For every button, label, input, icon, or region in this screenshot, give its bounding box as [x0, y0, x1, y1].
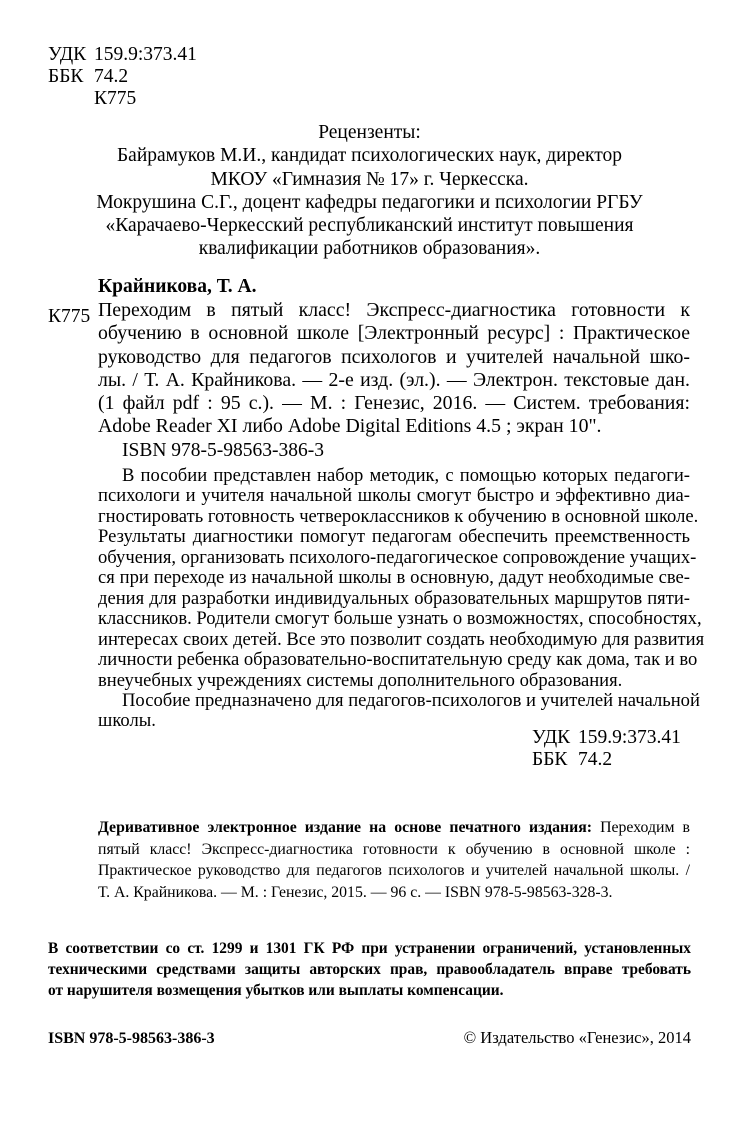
derivative-lead: Деривативное электронное издание на основе печатного издания:	[98, 819, 593, 836]
legal-line: от нарушителя возмещения убытков или выплаты компенсации.	[48, 982, 504, 999]
reviewers-heading: Рецензенты:	[318, 122, 421, 143]
bbk-value: 74.2	[94, 66, 129, 87]
main-entry-line: лы. / Т. А. Крайникова. — 2-е изд. (эл.). — Электрон. текстовые дан.	[98, 368, 690, 391]
bbk-row-bottom	[532, 749, 681, 771]
main-entry-isbn: ISBN 978-5-98563-386-3	[122, 440, 325, 461]
footer-isbn: ISBN 978-5-98563-386-3	[48, 1030, 215, 1047]
author-code: К775	[94, 88, 137, 109]
reviewer-line: «Карачаево-Черкесский республиканский институт повышения	[105, 215, 634, 237]
annotation-line: Пособие предназначено для педагогов-психологов и учителей начальной	[122, 689, 700, 711]
udk-value: 159.9:373.41	[94, 44, 197, 65]
main-entry-line: обучению в основной школе [Электронный ресурс] : Практическое	[98, 322, 690, 345]
udk-value: 159.9:373.41	[578, 727, 681, 748]
udk-label: УДК	[48, 44, 87, 65]
reviewer-line: квалификации работников образования».	[198, 238, 541, 260]
udk-row	[48, 44, 197, 66]
annotation-line: дения для разработки индивидуальных образовательных маршрутов пяти-	[98, 587, 690, 609]
derivative-line	[98, 817, 690, 839]
bbk-value: 74.2	[578, 749, 613, 770]
classification-top	[48, 44, 197, 110]
reviewers-block	[0, 121, 739, 261]
annotation-line: психологи и учителя начальной школы смогут быстро и эффективно диа-	[98, 485, 690, 507]
bbk-row	[48, 66, 197, 88]
udk-label: УДК	[532, 727, 571, 748]
annotation-line: интересах своих детей. Все это позволит создать необходимую для развития	[98, 628, 705, 650]
legal-line: техническими средствами защиты авторских прав, правообладатель вправе требовать	[48, 961, 691, 978]
main-entry-description	[98, 299, 690, 439]
annotation-line: личности ребенка образовательно-воспитательную среду как дома, так и во	[98, 649, 698, 671]
derivative-line: пятый класс! Экспресс-диагностика готовности к обучению в основной школе :	[98, 840, 690, 858]
derivative-note	[98, 817, 690, 903]
annotation-line: классников. Родители смогут больше узнать о возможностях, способностях,	[98, 608, 702, 630]
bbk-label: ББК	[48, 66, 84, 87]
main-entry-line: Adobe Reader XI либо Adobe Digital Editions 4.5 ; экран 10".	[98, 415, 602, 438]
main-entry-line: Переходим в пятый класс! Экспресс-диагностика готовности к	[98, 299, 690, 321]
legal-line: В соответствии со ст. 1299 и 1301 ГК РФ при устранении ограничений, установленных	[48, 940, 691, 957]
derivative-line: Т. А. Крайникова. — М. : Генезис, 2015. — 96 с. — ISBN 978-5-98563-328-3.	[98, 883, 613, 901]
classification-bottom	[532, 727, 681, 771]
main-entry-line: (1 файл pdf : 95 с.). — М. : Генезис, 2016. — Систем. требования:	[98, 392, 690, 415]
derivative-line: Практическое руководство для педагогов психологов и учителей начальной школы. /	[98, 862, 690, 879]
reviewer-line: Мокрушина С.Г., доцент кафедры педагогики и психологии РГБУ	[96, 191, 643, 213]
annotation-line: В пособии представлен набор методик, с помощью которых педагоги-	[122, 465, 690, 486]
derivative-line1-rest: Переходим в	[592, 819, 690, 836]
udk-row-bottom	[532, 727, 681, 749]
annotation-line: ся при переходе из начальной школы в основную, дадут необходимые све-	[98, 567, 690, 589]
annotation-line: Результаты диагностики помогут педагогам обеспечить преемственность	[98, 526, 690, 548]
annotation-line: обучения, организовать психолого-педагогическое сопровождение учащих-	[98, 546, 697, 568]
bbk-label: ББК	[532, 749, 568, 770]
main-entry-code: К775	[48, 306, 91, 327]
annotation-line: школы.	[98, 710, 156, 732]
annotation-line: гностировать готовность четвероклассников к обучению в основной школе.	[98, 505, 699, 527]
reviewer-line: МКОУ «Гимназия № 17» г. Черкесска.	[210, 168, 529, 190]
legal-notice	[48, 938, 691, 1001]
annotation-line: внеучебных учреждениях системы дополнительного образования.	[98, 669, 623, 691]
reviewer-line: Байрамуков М.И., кандидат психологических наук, директор	[116, 145, 622, 167]
main-entry-line: руководство для педагогов психологов и учителей начальной шко-	[98, 345, 690, 368]
author-heading: Крайникова, Т. А.	[98, 276, 257, 297]
footer-copyright: © Издательство «Генезис», 2014	[463, 1028, 691, 1047]
annotation-block	[98, 465, 705, 732]
author-code-row	[48, 88, 197, 110]
